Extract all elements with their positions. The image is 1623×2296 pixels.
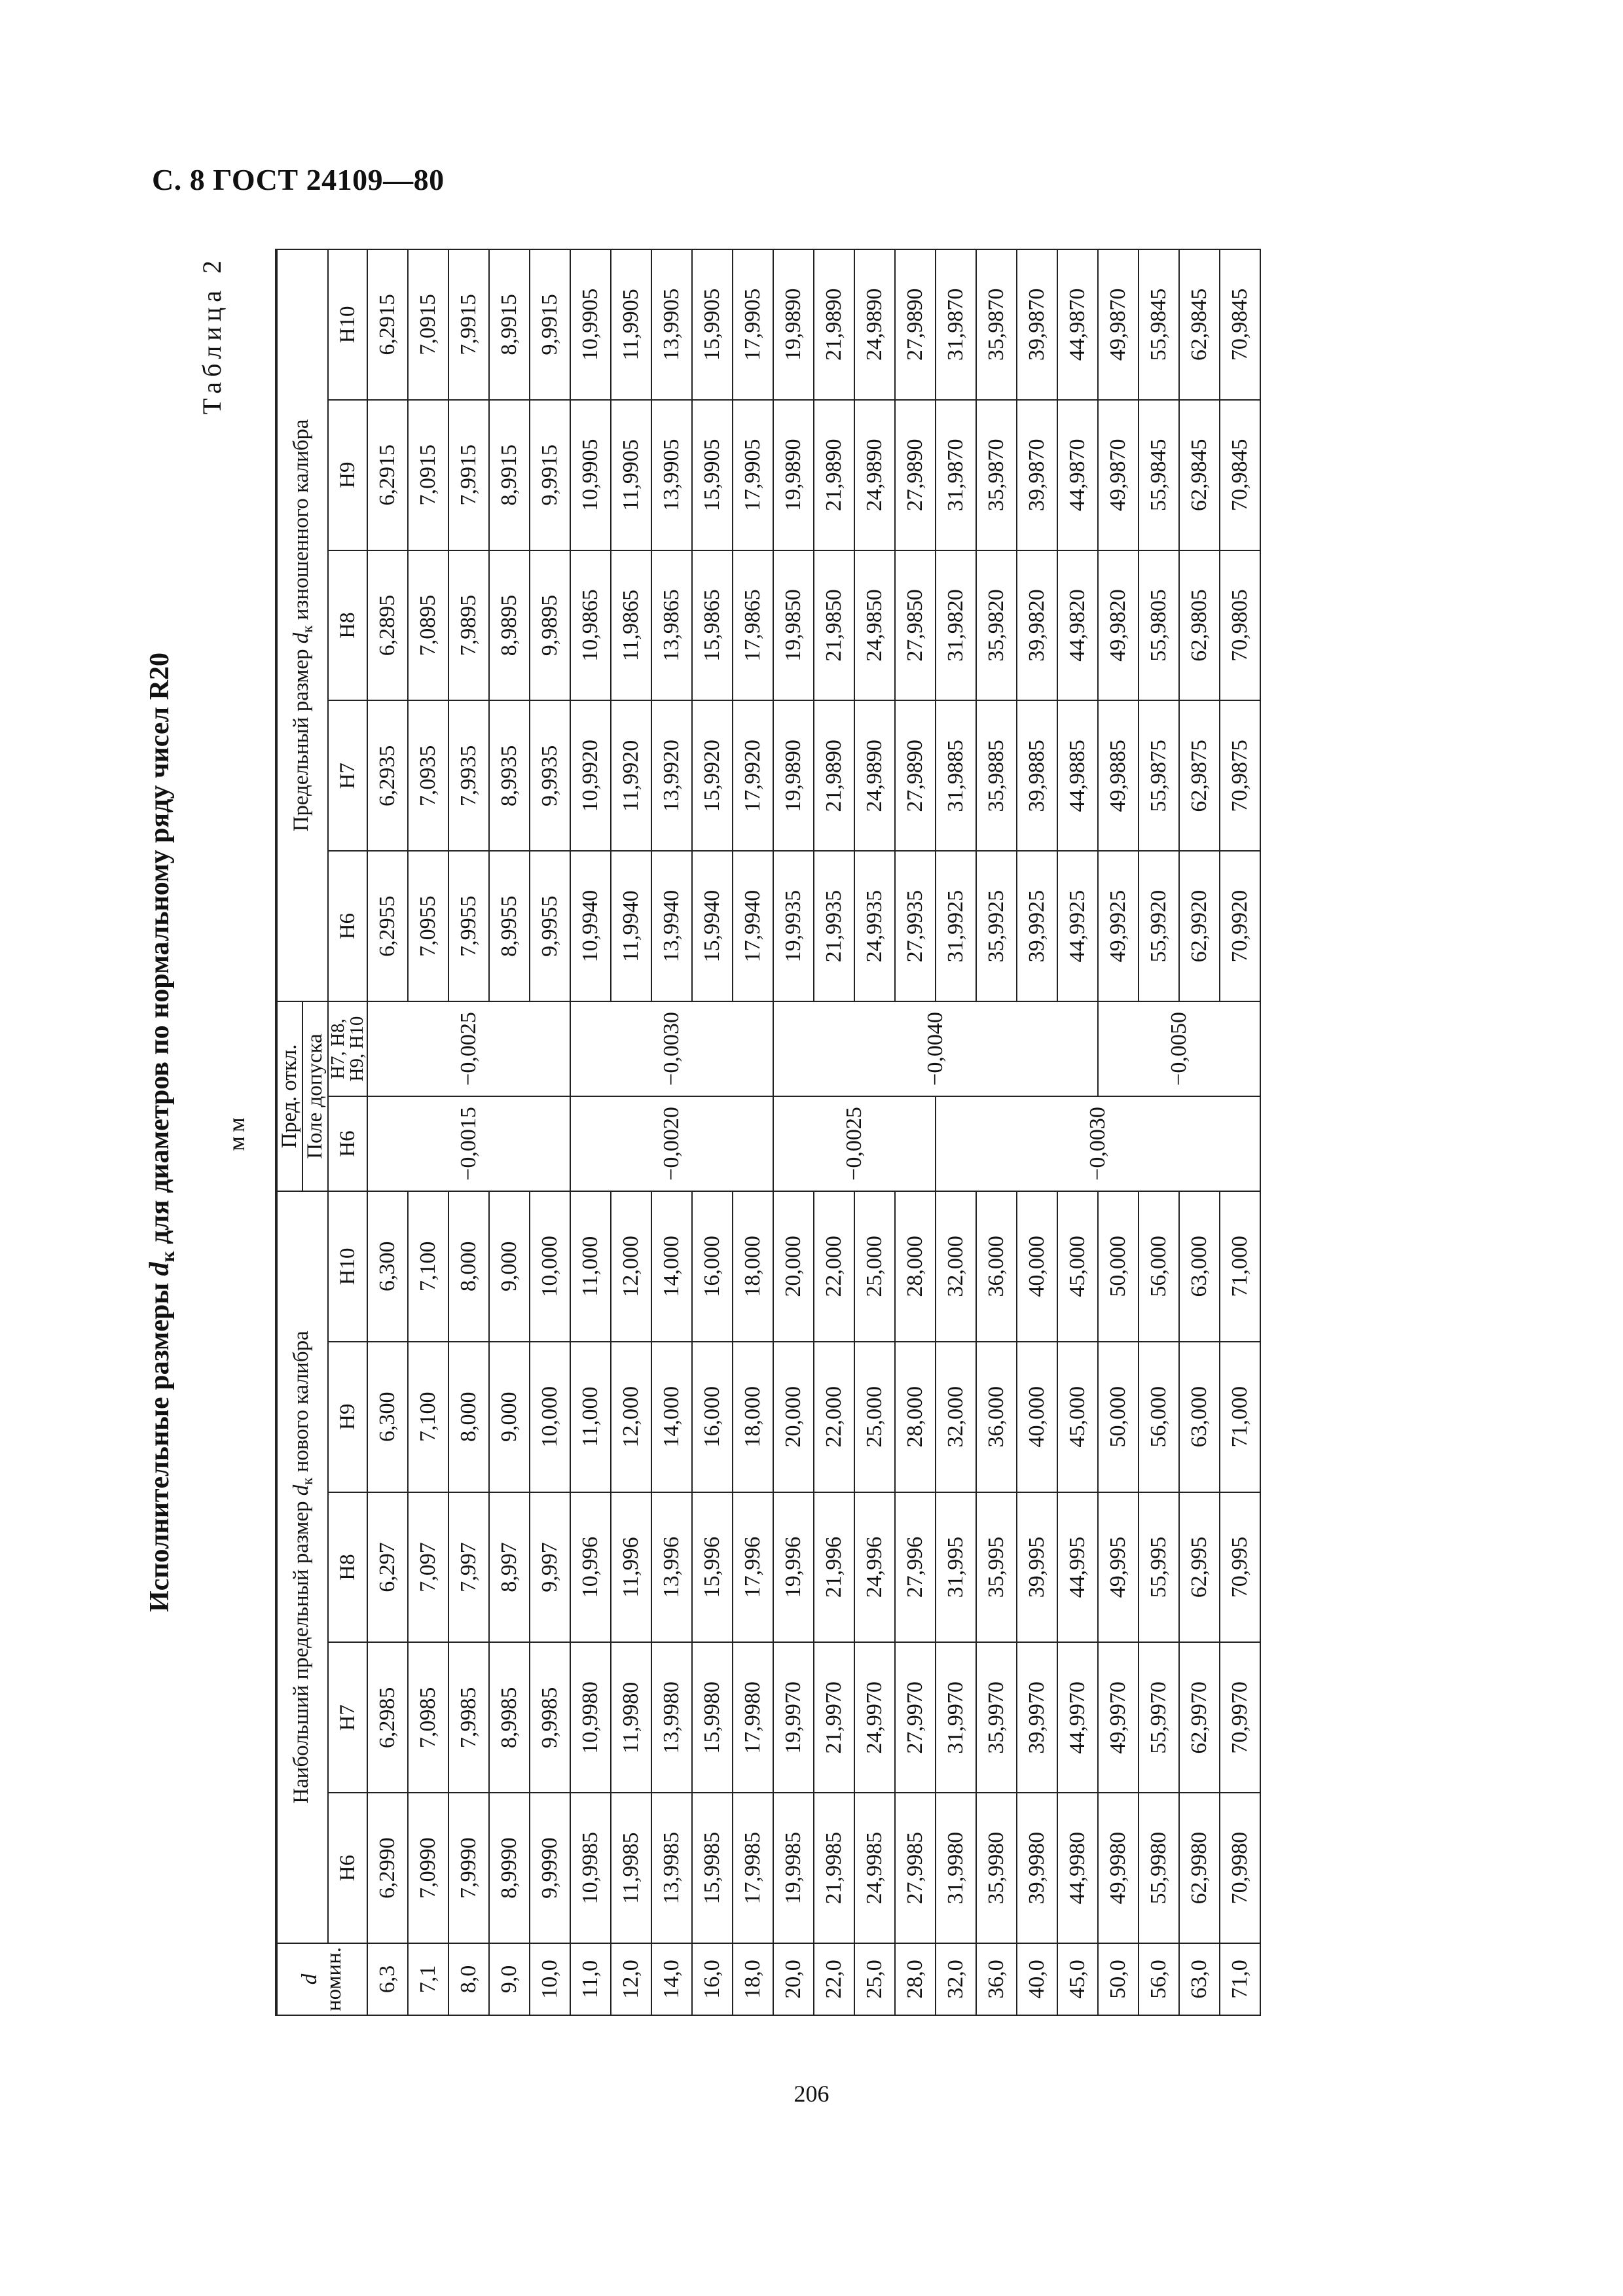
table-label: Таблица 2 (197, 255, 227, 415)
cell-new-value: 6,2985 (367, 1642, 408, 1793)
cell-new-value: 49,995 (1098, 1492, 1139, 1643)
cell-new-value: 56,000 (1139, 1342, 1179, 1492)
cell-worn-value: 17,9905 (733, 249, 773, 400)
cell-worn-value: 7,9915 (448, 400, 489, 550)
header-d-nominal (276, 1943, 367, 2015)
cell-new-value: 9,000 (489, 1191, 530, 1342)
cell-new-value: 25,000 (854, 1191, 895, 1342)
cell-new-value: 25,000 (854, 1342, 895, 1492)
cell-d-nominal: 25,0 (854, 1943, 895, 2015)
cell-worn-value: 55,9805 (1139, 550, 1179, 701)
cell-d-nominal: 9,0 (489, 1943, 530, 2015)
title-text-before: Исполнительные размеры (145, 1276, 175, 1612)
cell-worn-value: 6,2915 (367, 249, 408, 400)
cell-worn-value: 21,9935 (814, 851, 854, 1001)
page-header: С. 8 ГОСТ 24109—80 (152, 163, 445, 196)
page-number: 206 (793, 2081, 830, 2107)
cell-d-nominal: 22,0 (814, 1943, 854, 2015)
cell-worn-value: 13,9920 (651, 700, 692, 851)
cell-new-value: 39,9970 (1017, 1642, 1057, 1793)
cell-new-value: 31,9980 (936, 1793, 976, 1943)
cell-deviation-h7-h10: −0,0040 (773, 1001, 1098, 1096)
cell-worn-value: 39,9885 (1017, 700, 1057, 851)
cell-new-value: 35,9980 (976, 1793, 1017, 1943)
header-d-var: d (298, 1973, 321, 1985)
cell-worn-value: 62,9845 (1179, 400, 1220, 550)
cell-d-nominal: 56,0 (1139, 1943, 1179, 2015)
cell-new-value: 24,9985 (854, 1793, 895, 1943)
rotated-table-block (144, 236, 1480, 2016)
cell-worn-value: 31,9870 (936, 249, 976, 400)
cell-new-value: 17,9985 (733, 1793, 773, 1943)
cell-new-value: 36,000 (976, 1191, 1017, 1342)
cell-new-value: 9,9990 (530, 1793, 570, 1943)
cell-worn-value: 24,9935 (854, 851, 895, 1001)
cell-worn-value: 62,9875 (1179, 700, 1220, 851)
cell-new-value: 13,996 (651, 1492, 692, 1643)
cell-new-value: 7,997 (448, 1492, 489, 1643)
cell-new-value: 40,000 (1017, 1191, 1057, 1342)
cell-new-value: 7,0985 (408, 1642, 448, 1793)
cell-worn-value: 70,9920 (1220, 851, 1260, 1001)
cell-worn-value: 39,9925 (1017, 851, 1057, 1001)
cell-worn-value: 9,9935 (530, 700, 570, 851)
header-new-h9: Н9 (328, 1342, 367, 1492)
cell-worn-value: 17,9905 (733, 400, 773, 550)
cell-worn-value: 8,9895 (489, 550, 530, 701)
cell-worn-value: 6,2915 (367, 400, 408, 550)
cell-new-value: 50,000 (1098, 1342, 1139, 1492)
cell-new-value: 16,000 (692, 1191, 733, 1342)
table-row (570, 249, 611, 2015)
cell-d-nominal: 50,0 (1098, 1943, 1139, 2015)
cell-worn-value: 11,9940 (611, 851, 651, 1001)
cell-new-value: 6,297 (367, 1492, 408, 1643)
cell-new-value: 12,000 (611, 1191, 651, 1342)
cell-worn-value: 11,9920 (611, 700, 651, 851)
cell-new-value: 12,000 (611, 1342, 651, 1492)
cell-d-nominal: 71,0 (1220, 1943, 1260, 2015)
header-worn-h10: Н10 (328, 249, 367, 400)
cell-new-value: 20,000 (773, 1342, 814, 1492)
cell-new-value: 22,000 (814, 1342, 854, 1492)
cell-worn-value: 55,9845 (1139, 249, 1179, 400)
cell-new-value: 27,9985 (895, 1793, 936, 1943)
cell-new-value: 10,9980 (570, 1642, 611, 1793)
cell-worn-value: 19,9935 (773, 851, 814, 1001)
cell-new-value: 11,996 (611, 1492, 651, 1643)
cell-worn-value: 7,9895 (448, 550, 489, 701)
header-new-h8: Н8 (328, 1492, 367, 1643)
table-title (144, 249, 179, 2016)
cell-new-value: 62,995 (1179, 1492, 1220, 1643)
cell-worn-value: 19,9890 (773, 700, 814, 851)
cell-worn-value: 15,9940 (692, 851, 733, 1001)
cell-worn-value: 70,9805 (1220, 550, 1260, 701)
cell-worn-value: 21,9890 (814, 400, 854, 550)
cell-new-value: 49,9980 (1098, 1793, 1139, 1943)
cell-new-value: 6,300 (367, 1342, 408, 1492)
cell-worn-value: 35,9925 (976, 851, 1017, 1001)
cell-new-value: 14,000 (651, 1342, 692, 1492)
cell-new-value: 35,995 (976, 1492, 1017, 1643)
cell-new-value: 50,000 (1098, 1191, 1139, 1342)
cell-new-value: 18,000 (733, 1191, 773, 1342)
cell-worn-value: 49,9870 (1098, 249, 1139, 400)
header-worn-h8: Н8 (328, 550, 367, 701)
cell-worn-value: 7,0915 (408, 249, 448, 400)
cell-d-nominal: 45,0 (1057, 1943, 1098, 2015)
cell-worn-value: 31,9870 (936, 400, 976, 550)
cell-d-nominal: 18,0 (733, 1943, 773, 2015)
cell-new-value: 71,000 (1220, 1191, 1260, 1342)
cell-new-value: 24,996 (854, 1492, 895, 1643)
cell-worn-value: 19,9850 (773, 550, 814, 701)
cell-d-nominal: 6,3 (367, 1943, 408, 2015)
title-variable: d (145, 1262, 175, 1276)
header-new-h6: Н6 (328, 1793, 367, 1943)
cell-worn-value: 44,9870 (1057, 400, 1098, 550)
cell-new-value: 17,996 (733, 1492, 773, 1643)
cell-worn-value: 21,9890 (814, 249, 854, 400)
cell-new-value: 71,000 (1220, 1342, 1260, 1492)
cell-new-value: 7,097 (408, 1492, 448, 1643)
cell-new-value: 21,9970 (814, 1642, 854, 1793)
cell-new-value: 44,9980 (1057, 1793, 1098, 1943)
cell-d-nominal: 8,0 (448, 1943, 489, 2015)
cell-worn-value: 10,9905 (570, 249, 611, 400)
cell-d-nominal: 7,1 (408, 1943, 448, 2015)
cell-new-value: 28,000 (895, 1342, 936, 1492)
cell-worn-value: 8,9955 (489, 851, 530, 1001)
cell-worn-value: 35,9820 (976, 550, 1017, 701)
cell-worn-value: 17,9920 (733, 700, 773, 851)
cell-worn-value: 13,9940 (651, 851, 692, 1001)
header-d-label: номин. (322, 1947, 346, 2011)
cell-new-value: 39,995 (1017, 1492, 1057, 1643)
cell-worn-value: 44,9820 (1057, 550, 1098, 701)
cell-worn-value: 49,9820 (1098, 550, 1139, 701)
cell-new-value: 16,000 (692, 1342, 733, 1492)
title-subscript: к (157, 1251, 179, 1263)
cell-new-value: 31,995 (936, 1492, 976, 1643)
cell-new-value: 7,100 (408, 1342, 448, 1492)
cell-new-value: 9,000 (489, 1342, 530, 1492)
cell-new-value: 7,0990 (408, 1793, 448, 1943)
cell-new-value: 13,9980 (651, 1642, 692, 1793)
cell-new-value: 18,000 (733, 1342, 773, 1492)
cell-deviation-h6: −0,0025 (773, 1096, 936, 1191)
cell-d-nominal: 32,0 (936, 1943, 976, 2015)
cell-new-value: 8,997 (489, 1492, 530, 1643)
cell-new-value: 27,9970 (895, 1642, 936, 1793)
cell-new-value: 11,000 (570, 1191, 611, 1342)
cell-d-nominal: 36,0 (976, 1943, 1017, 2015)
cell-new-value: 6,300 (367, 1191, 408, 1342)
header-worn-gauge-group: Предельный размер $d_к$ изношенного калибра (276, 249, 328, 1001)
cell-worn-value: 19,9890 (773, 249, 814, 400)
cell-worn-value: 27,9890 (895, 700, 936, 851)
cell-worn-value: 39,9870 (1017, 400, 1057, 550)
cell-new-value: 24,9970 (854, 1642, 895, 1793)
cell-new-value: 19,996 (773, 1492, 814, 1643)
cell-worn-value: 9,9955 (530, 851, 570, 1001)
cell-deviation-h6: −0,0020 (570, 1096, 773, 1191)
cell-worn-value: 24,9890 (854, 700, 895, 851)
cell-new-value: 32,000 (936, 1191, 976, 1342)
cell-new-value: 8,000 (448, 1342, 489, 1492)
cell-worn-value: 8,9915 (489, 249, 530, 400)
cell-worn-value: 55,9875 (1139, 700, 1179, 851)
cell-worn-value: 24,9890 (854, 400, 895, 550)
cell-worn-value: 10,9905 (570, 400, 611, 550)
cell-d-nominal: 11,0 (570, 1943, 611, 2015)
cell-new-value: 45,000 (1057, 1191, 1098, 1342)
cell-d-nominal: 63,0 (1179, 1943, 1220, 2015)
header-new-h10: Н10 (328, 1191, 367, 1342)
header-new-h7: Н7 (328, 1642, 367, 1793)
table-body (367, 249, 1260, 2015)
cell-new-value: 7,9990 (448, 1793, 489, 1943)
cell-worn-value: 13,9905 (651, 249, 692, 400)
cell-worn-value: 9,9915 (530, 249, 570, 400)
cell-worn-value: 27,9935 (895, 851, 936, 1001)
cell-worn-value: 7,0895 (408, 550, 448, 701)
cell-worn-value: 19,9890 (773, 400, 814, 550)
cell-worn-value: 15,9905 (692, 249, 733, 400)
header-tolerance-field: Поле допуска (302, 1001, 328, 1191)
cell-worn-value: 15,9905 (692, 400, 733, 550)
cell-worn-value: 8,9935 (489, 700, 530, 851)
cell-new-value: 15,9985 (692, 1793, 733, 1943)
cell-new-value: 62,9980 (1179, 1793, 1220, 1943)
cell-new-value: 11,9985 (611, 1793, 651, 1943)
table-row (773, 249, 814, 2015)
header-new-gauge-group: Наибольший предельный размер $d_к$ нового калибра (276, 1191, 328, 1943)
cell-new-value: 62,9970 (1179, 1642, 1220, 1793)
cell-new-value: 63,000 (1179, 1342, 1220, 1492)
cell-worn-value: 27,9890 (895, 249, 936, 400)
cell-worn-value: 10,9920 (570, 700, 611, 851)
cell-new-value: 10,000 (530, 1191, 570, 1342)
table-row (367, 249, 408, 2015)
cell-new-value: 31,9970 (936, 1642, 976, 1793)
cell-worn-value: 44,9925 (1057, 851, 1098, 1001)
cell-worn-value: 21,9890 (814, 700, 854, 851)
header-dev-h6: Н6 (328, 1096, 367, 1191)
cell-new-value: 6,2990 (367, 1793, 408, 1943)
cell-new-value: 20,000 (773, 1191, 814, 1342)
cell-new-value: 15,9980 (692, 1642, 733, 1793)
cell-worn-value: 6,2895 (367, 550, 408, 701)
table-unit: мм (223, 1113, 249, 1151)
cell-new-value: 39,9980 (1017, 1793, 1057, 1943)
cell-worn-value: 7,9955 (448, 851, 489, 1001)
cell-worn-value: 55,9920 (1139, 851, 1179, 1001)
cell-new-value: 21,996 (814, 1492, 854, 1643)
cell-new-value: 44,995 (1057, 1492, 1098, 1643)
cell-new-value: 55,9970 (1139, 1642, 1179, 1793)
cell-worn-value: 27,9890 (895, 400, 936, 550)
cell-deviation-h6: −0,0030 (936, 1096, 1260, 1191)
title-text-after: для диаметров по нормальному ряду чисел R20 (145, 653, 175, 1251)
cell-new-value: 10,996 (570, 1492, 611, 1643)
cell-worn-value: 7,0915 (408, 400, 448, 550)
cell-new-value: 32,000 (936, 1342, 976, 1492)
cell-worn-value: 10,9940 (570, 851, 611, 1001)
cell-worn-value: 31,9885 (936, 700, 976, 851)
cell-worn-value: 39,9820 (1017, 550, 1057, 701)
cell-worn-value: 11,9905 (611, 249, 651, 400)
cell-worn-value: 21,9850 (814, 550, 854, 701)
cell-new-value: 49,9970 (1098, 1642, 1139, 1793)
cell-d-nominal: 16,0 (692, 1943, 733, 2015)
cell-worn-value: 7,0935 (408, 700, 448, 851)
cell-new-value: 10,000 (530, 1342, 570, 1492)
cell-d-nominal: 14,0 (651, 1943, 692, 2015)
cell-worn-value: 70,9875 (1220, 700, 1260, 851)
table-row (936, 249, 976, 2015)
cell-worn-value: 10,9865 (570, 550, 611, 701)
cell-deviation-h7-h10: −0,0050 (1098, 1001, 1260, 1096)
cell-worn-value: 62,9805 (1179, 550, 1220, 701)
cell-new-value: 70,9980 (1220, 1793, 1260, 1943)
cell-new-value: 70,9970 (1220, 1642, 1260, 1793)
cell-worn-value: 15,9920 (692, 700, 733, 851)
cell-worn-value: 62,9920 (1179, 851, 1220, 1001)
cell-new-value: 21,9985 (814, 1793, 854, 1943)
cell-new-value: 40,000 (1017, 1342, 1057, 1492)
cell-worn-value: 35,9870 (976, 400, 1017, 550)
cell-worn-value: 11,9905 (611, 400, 651, 550)
cell-new-value: 10,9985 (570, 1793, 611, 1943)
dimensions-table (275, 249, 1261, 2016)
cell-new-value: 70,995 (1220, 1492, 1260, 1643)
cell-worn-value: 39,9870 (1017, 249, 1057, 400)
cell-new-value: 35,9970 (976, 1642, 1017, 1793)
cell-new-value: 63,000 (1179, 1191, 1220, 1342)
cell-worn-value: 70,9845 (1220, 249, 1260, 400)
cell-worn-value: 9,9915 (530, 400, 570, 550)
cell-new-value: 55,9980 (1139, 1793, 1179, 1943)
cell-worn-value: 9,9895 (530, 550, 570, 701)
header-worn-h6: Н6 (328, 851, 367, 1001)
cell-new-value: 17,9980 (733, 1642, 773, 1793)
cell-new-value: 13,9985 (651, 1793, 692, 1943)
cell-deviation-h6: −0,0015 (367, 1096, 570, 1191)
cell-new-value: 44,9970 (1057, 1642, 1098, 1793)
cell-worn-value: 31,9925 (936, 851, 976, 1001)
cell-worn-value: 44,9885 (1057, 700, 1098, 851)
cell-worn-value: 27,9850 (895, 550, 936, 701)
cell-deviation-h7-h10: −0,0025 (367, 1001, 570, 1096)
cell-worn-value: 62,9845 (1179, 249, 1220, 400)
cell-worn-value: 44,9870 (1057, 249, 1098, 400)
cell-new-value: 19,9970 (773, 1642, 814, 1793)
cell-worn-value: 7,0955 (408, 851, 448, 1001)
cell-new-value: 9,9985 (530, 1642, 570, 1793)
cell-new-value: 56,000 (1139, 1191, 1179, 1342)
cell-worn-value: 6,2955 (367, 851, 408, 1001)
header-deviation-group: Пред. откл. (276, 1001, 302, 1191)
cell-new-value: 22,000 (814, 1191, 854, 1342)
cell-worn-value: 49,9885 (1098, 700, 1139, 851)
cell-new-value: 14,000 (651, 1191, 692, 1342)
cell-new-value: 27,996 (895, 1492, 936, 1643)
cell-d-nominal: 12,0 (611, 1943, 651, 2015)
cell-d-nominal: 10,0 (530, 1943, 570, 2015)
cell-new-value: 11,000 (570, 1342, 611, 1492)
cell-worn-value: 6,2935 (367, 700, 408, 851)
header-worn-h9: Н9 (328, 400, 367, 550)
cell-worn-value: 13,9905 (651, 400, 692, 550)
cell-worn-value: 70,9845 (1220, 400, 1260, 550)
cell-new-value: 8,000 (448, 1191, 489, 1342)
header-worn-h7: Н7 (328, 700, 367, 851)
cell-worn-value: 49,9870 (1098, 400, 1139, 550)
cell-worn-value: 24,9890 (854, 249, 895, 400)
cell-new-value: 7,100 (408, 1191, 448, 1342)
header-dev-h7-h10: Н7, Н8, Н9, Н10 (328, 1001, 367, 1096)
cell-worn-value: 49,9925 (1098, 851, 1139, 1001)
cell-worn-value: 17,9865 (733, 550, 773, 701)
cell-worn-value: 55,9845 (1139, 400, 1179, 550)
cell-d-nominal: 40,0 (1017, 1943, 1057, 2015)
cell-new-value: 19,9985 (773, 1793, 814, 1943)
cell-worn-value: 17,9940 (733, 851, 773, 1001)
cell-new-value: 8,9985 (489, 1642, 530, 1793)
cell-new-value: 7,9985 (448, 1642, 489, 1793)
cell-new-value: 45,000 (1057, 1342, 1098, 1492)
cell-new-value: 15,996 (692, 1492, 733, 1643)
cell-worn-value: 15,9865 (692, 550, 733, 701)
cell-worn-value: 11,9865 (611, 550, 651, 701)
cell-d-nominal: 20,0 (773, 1943, 814, 2015)
cell-worn-value: 31,9820 (936, 550, 976, 701)
cell-worn-value: 7,9935 (448, 700, 489, 851)
cell-worn-value: 35,9870 (976, 249, 1017, 400)
cell-d-nominal: 28,0 (895, 1943, 936, 2015)
cell-new-value: 36,000 (976, 1342, 1017, 1492)
cell-worn-value: 13,9865 (651, 550, 692, 701)
cell-new-value: 55,995 (1139, 1492, 1179, 1643)
cell-worn-value: 24,9850 (854, 550, 895, 701)
cell-new-value: 11,9980 (611, 1642, 651, 1793)
cell-new-value: 8,9990 (489, 1793, 530, 1943)
cell-worn-value: 8,9915 (489, 400, 530, 550)
cell-worn-value: 35,9885 (976, 700, 1017, 851)
cell-new-value: 9,997 (530, 1492, 570, 1643)
table-head (276, 249, 367, 2015)
cell-deviation-h7-h10: −0,0030 (570, 1001, 773, 1096)
cell-new-value: 28,000 (895, 1191, 936, 1342)
cell-worn-value: 7,9915 (448, 249, 489, 400)
